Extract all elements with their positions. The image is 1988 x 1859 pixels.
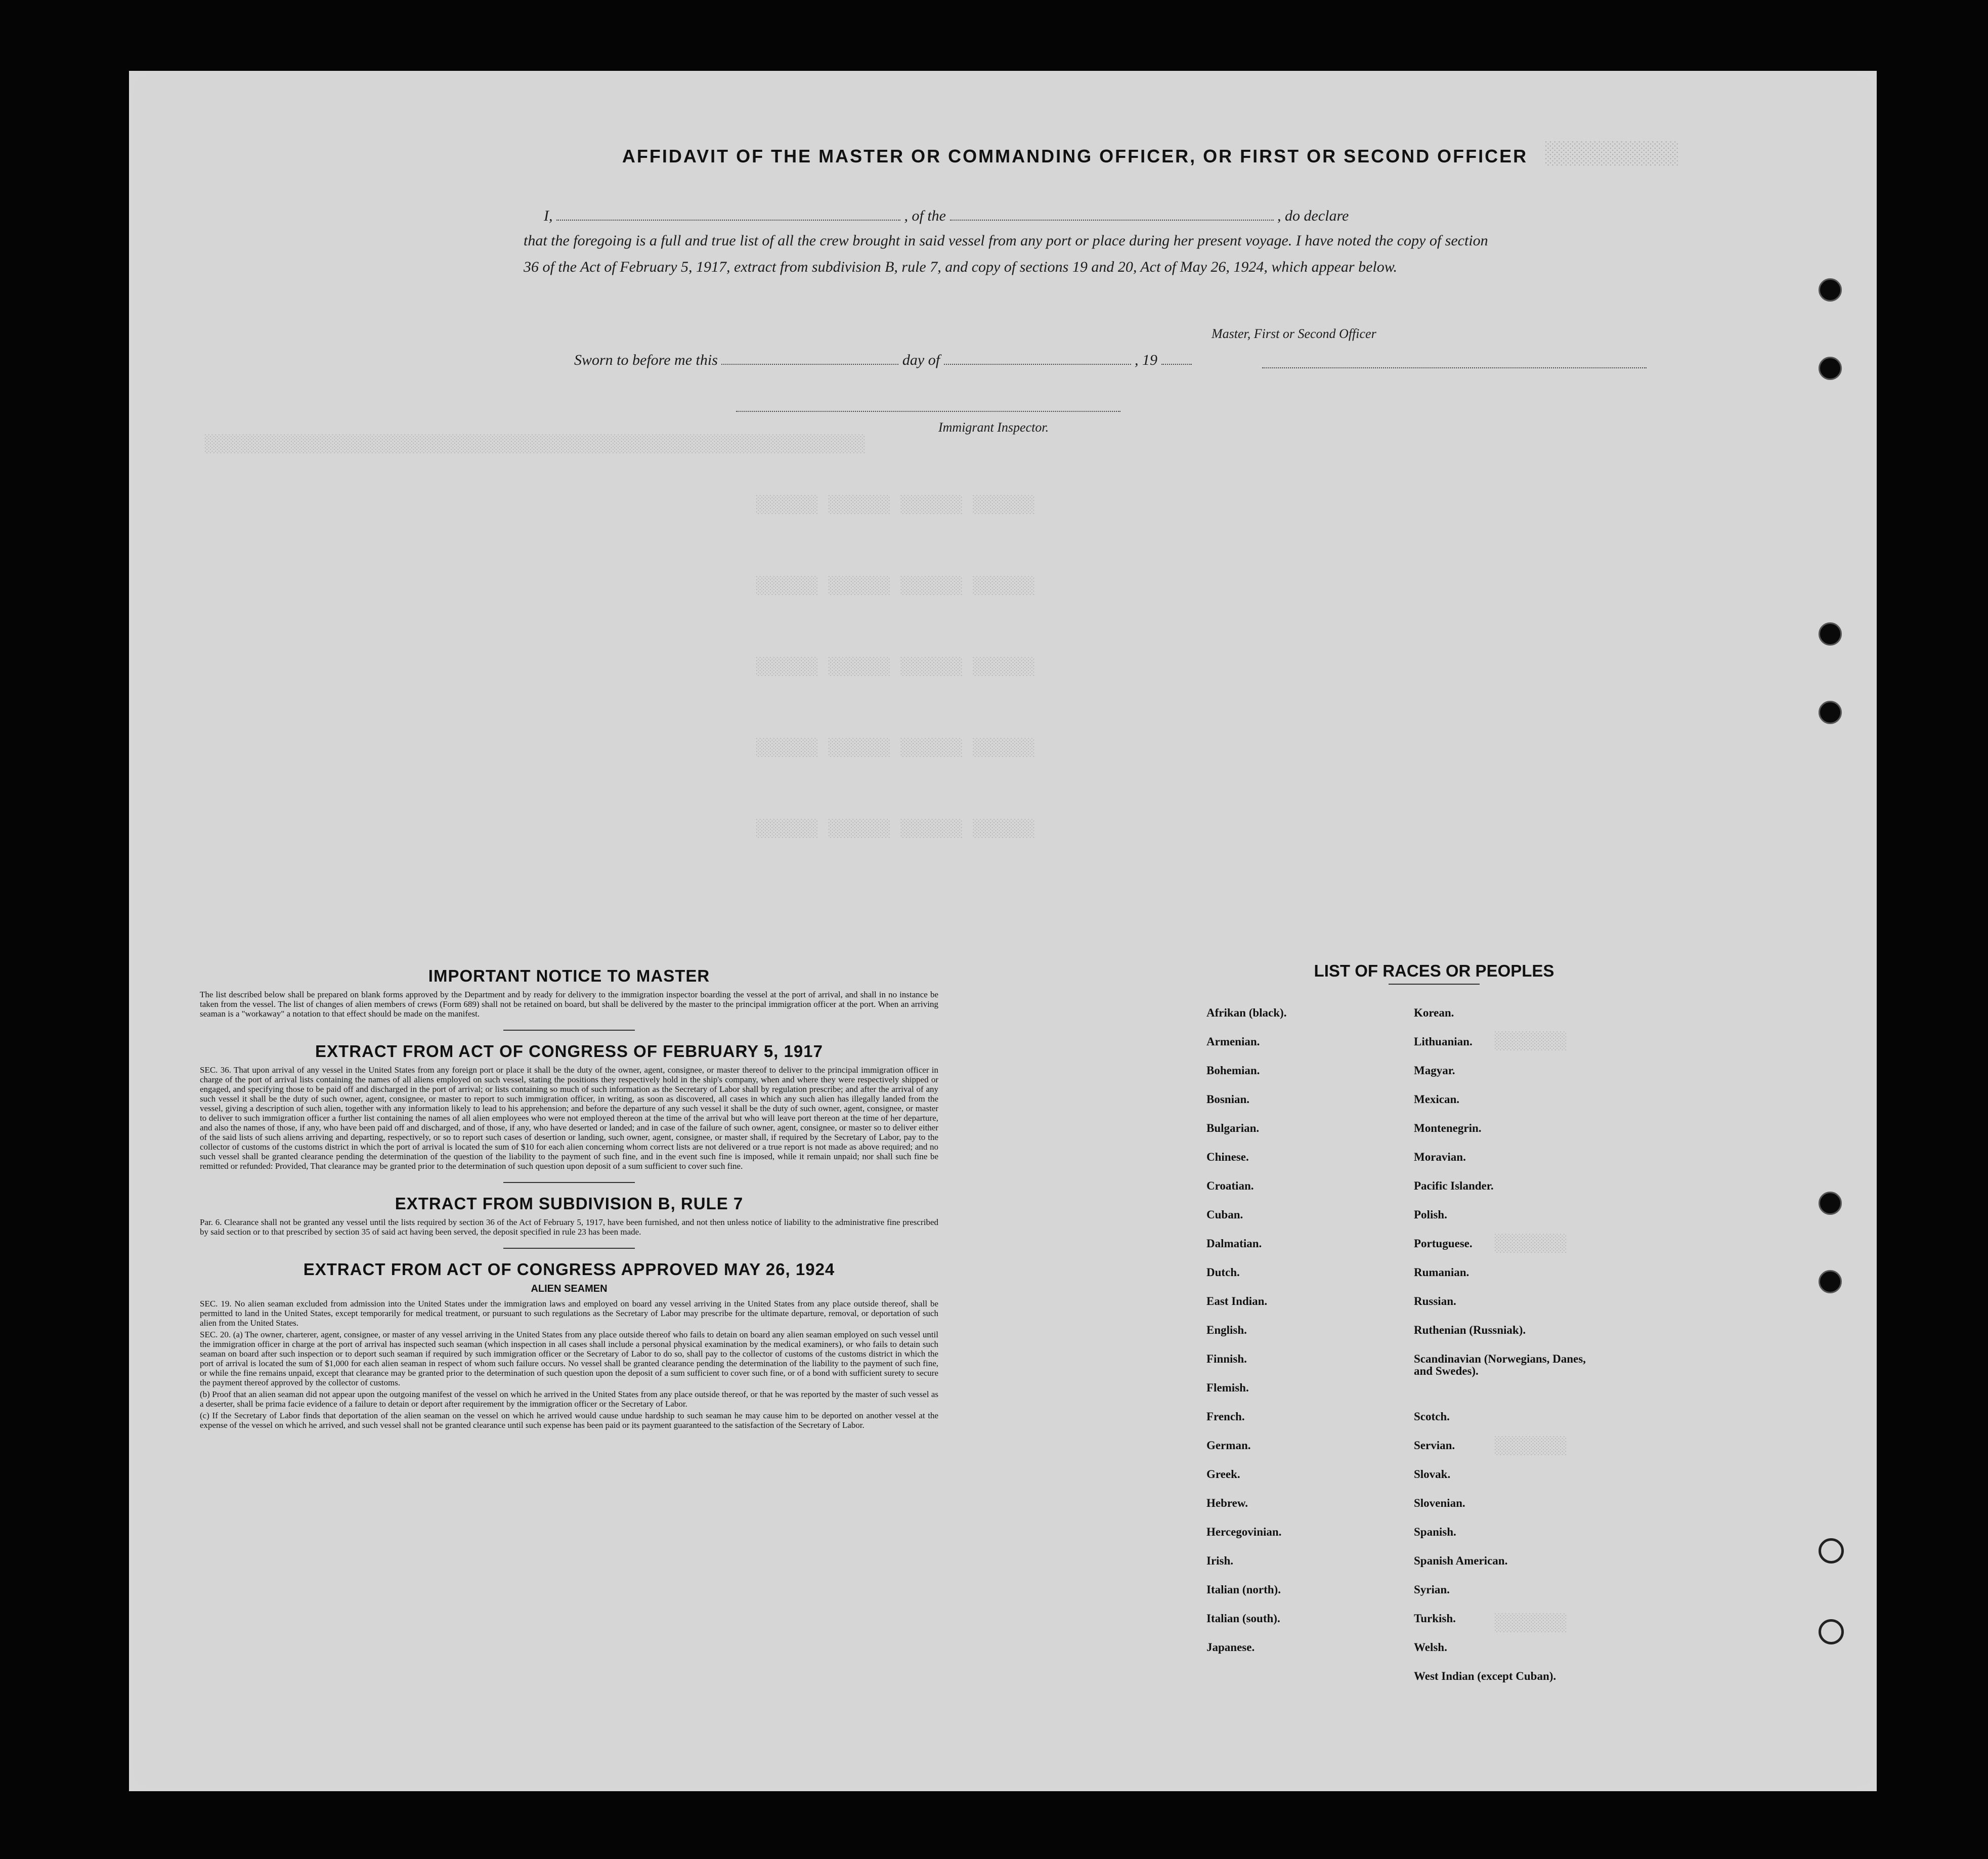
declarant-prefix: I, [544, 207, 553, 224]
punch-hole [1819, 278, 1842, 302]
race-item: Dalmatian. [1206, 1237, 1262, 1250]
act-1924-subtitle: ALIEN SEAMEN [531, 1283, 608, 1294]
document-page: ░░░░░░░░░░ ░░░░░░░░░░░░░░░░░░░░░░░░░░░░░░░░░░░░░░░░░░░░░░░░░░░░░░░░░░░░░░░░ ░░░░░░ ░░░░░░ ░░░░░░ ░░░░░░ ░░░░░░ ░░░░░░ ░░░░░░ ░░░░░░ ░░░░░░ ░░░░░░ ░░░░░░ ░░░░░░ ░░░░░░ ░░░░░░ ░░░░░░ ░░░░░░ ░░░░░░ ░░░░░░ ░░░░░░ ░░░░░░ ░░░░░░░ ░░░░░░░ ░░░░░░░ ░░░░░░░ AFFIDAVIT OF THE MASTER OR COMMANDING OFFICER, OR FIRST OR SECOND OFFICER I, , of the , do declare that the foregoing is a full and true list of all the crew brought in said vessel from any port or place during her present voyage. I have noted the copy of section 36 of the Act of February 5, 1917, extract from subdivision B, rule 7, and copy of sections 19 and 20, Act of May 26, 1924, which appear below. Master, First or Second Officer Sworn to before me this day of , 19 Immigrant Inspector. IMPORTANT NOTICE TO MASTER The list described below shall be prepared on blank forms approved by the Department and by ready for delivery to the immigration inspector boarding the vessel at the port of arrival, and shall in no instance be taken from the vessel. The list of changes of alien members of crews (Form 689) shall not be retained on board, but shall be delivered by the master to the principal immigration officer at the port. When an arriving seaman is a "workaway" a notation to that effect should be made on the manifest. EXTRACT FROM ACT OF CONGRESS OF FEBRUARY 5, 1917 SEC. 36. That upon arrival of any vessel in the United States from any foreign port or place it shall be the duty of the owner, agent, consignee, or master thereof to deliver to the principal immigration officer in charge of the port of arrival lists containing the names of all aliens employed on such vessel, stating the positions they respectively hold in the ship's company, when and where they were respectively shipped or engaged, and specifying those to be paid off and discharged in the port of arrival; or lists containing so much of such information as the Secretary of Labor shall by regulation prescribe; and after the arrival of any such vessel it shall be the duty of such owner, agent, consignee, or master to report to such immigration officer, in writing, as soon as discovered, all cases in which any such alien has illegally landed from the vessel, giving a description of such alien, together with any information likely to lead to his apprehension; and before the departure of any such vessel it shall be the duty of such owner, agent, consignee, or master to deliver to such immigration officer a further list containing the names of all alien employees who were not employed thereon at the time of the arrival but who will leave port thereon at the time of her departure, and also the names of those, if any, who have been paid off and discharged, and of those, if any, who have deserted or landed; and in case of the failure of such owner, agent, consignee, or master so to deliver either of the said lists of such aliens arriving and departing, respectively, or so to report such cases of desertion or landing, such owner, agent, consignee, or master shall, if required by the Secretary of Labor, pay to the collector of customs of the customs district in which the port of arrival is located the sum of $10 for each alien concerning whom correct lists are not delivered or a true report is not made as above required; and no such vessel shall be granted clearance pending the determination of the question of the liability to the payment of such fine, and in the event such fine is imposed, while it remain unpaid; nor shall such fine be remitted or refunded: Provided, That clearance may be granted prior to the determination of such question upon deposit of a sum sufficient to cover such fine. EXTRACT FROM SUBDIVISION B, RULE 7 Par. 6. Clearance shall not be granted any vessel until the lists required by section 36 of the Act of February 5, 1917, have been furnished, and not then unless notice of liability to the administrative fine prescribed by said section or to that prescribed by section 35 of said act having been served, the deposit specified in rule 23 has been made. EXTRACT FROM ACT OF CONGRESS APPROVED MAY 26, 1924 ALIEN SEAMEN SEC. 19. No alien seaman excluded from admission into the United States under the immigration laws and employed on board any vessel arriving in the United States from any place outside thereof, shall be permitted to land in the United States, except temporarily for medical treatment, or pursuant to such regulations as the Secretary of Labor may prescribe for the ultimate departure, removal, or deportation of such alien from the United States. SEC. 20. (a) The owner, charterer, agent, consignee, or master of any vessel arriving in the United States from any place outside thereof who fails to detain on board any alien seaman employed on such vessel until the immigration officer in charge at the port of arrival has inspected such seaman (which inspection in all cases shall include a personal physical examination by the medical examiners), or who fails to detain such seaman on board after such inspection or to deport such seaman if required by such immigration officer or the Secretary of Labor to do so, shall pay to the collector of customs of the customs district in which the port of arrival is located the sum of $1,000 for each alien seaman in respect of whom such failure occurs. No vessel shall be granted clearance pending the determination of the liability to the payment of such fine, or while the fine remains unpaid, except that clearance may be granted prior to the determination of such question upon the deposit of a sum sufficient to cover such fine, or of a bond with sufficient surety to secure the payment thereof approved by the collector of customs. (b) Proof that an alien seaman did not appear upon the outgoing manifest of the vessel on which he arrived in the United States from any place outside thereof, or that he was reported by the master of such vessel as a deserter, shall be prima facie evidence of a failure to detain or deport after requirement by the immigration officer or the Secretary of Labor. (c) If the Secretary of Labor finds that deportation of the alien seaman on the vessel on which he arrived would cause undue hardship to such seaman he may cause him to be deported on another vessel at the expense of the vessel on which he arrived, and such vessel shall not be granted clearance until such expense has been paid or its payment guaranteed to the satisfaction of the Secretary of Labor. LIST OF RACES OR PEOPLES Afrikan (black). Armenian. Bohemian. Bosnian. Bulgarian. Chinese. Croatian. Cuban. Dalmatian. Dutch. East Indian. English. Finnish. Flemish. French. German. Greek. Hebrew. Hercegovinian. Irish. Italian (north). Italian (south). Japanese. Korean. Lithuanian. Magyar. Mexican. Montenegrin. Moravian. Pacific Islander. Polish. Portuguese. Rumanian. Russian. Ruthenian (Russniak). Scandinavian (Norwegians, Danes, and Swedes). Scotch. Servian. Slovak. Slovenian. Spanish. Spanish American. Syrian. Turkish. Welsh. West Indian (except Cuban). [129, 71, 1877, 1791]
race-item: Finnish. [1206, 1353, 1247, 1365]
divider [503, 1030, 635, 1031]
divider [1389, 984, 1480, 985]
race-item: English. [1206, 1324, 1247, 1336]
punch-hole [1819, 622, 1842, 646]
race-item: Polish. [1414, 1208, 1447, 1221]
act-1917-text: SEC. 36. That upon arrival of any vessel in the United States from any foreign port or place it shall be the duty of the owner, agent, consignee, or master thereof to deliver to the principal immigration officer in charge of the port of arrival lists containing the names of all aliens employed on such vessel, stating the positions they respectively hold in the ship's company, when and where they were respectively shipped or engaged, and specifying those to be paid off and discharged in the port of arrival; or lists containing so much of such information as the Secretary of Labor shall by regulation prescribe; and after the arrival of any such vessel it shall be the duty of such owner, agent, consignee, or master to report to such immigration officer, in writing, as soon as discovered, all cases in which any such alien has illegally landed from the vessel, giving a description of such alien, together with any information likely to lead to his apprehension; and before the departure of any such vessel it shall be the duty of such owner, agent, consignee, or master to deliver to such immigration officer a further list containing the names of all alien employees who were not employed thereon at the time of the arrival but who will leave port thereon at the time of her departure, and also the names of those, if any, who have been paid off and discharged, and of those, if any, who have deserted or landed; and in case of the failure of such owner, agent, consignee, or master so to deliver either of the said lists of such aliens arriving and departing, respectively, or so to report such cases of desertion or landing, such owner, agent, consignee, or master shall, if required by the Secretary of Labor, pay to the collector of customs of the customs district in which the port of arrival is located the sum of $10 for each alien concerning whom correct lists are not delivered or a true report is not made as above required; and no such vessel shall be granted clearance pending the determination of the question of the liability to the payment of such fine, and in the event such fine is imposed, while it remain unpaid; nor shall such fine be remitted or refunded: Provided, That clearance may be granted prior to the determination of such question upon deposit of a sum sufficient to cover such fine. [200, 1065, 938, 1171]
race-item: Dutch. [1206, 1266, 1240, 1279]
sworn-day-field[interactable] [721, 364, 898, 365]
signature-caption: Master, First or Second Officer [1212, 326, 1376, 341]
race-item: Chinese. [1206, 1151, 1249, 1163]
race-item: Mexican. [1414, 1093, 1460, 1106]
race-item: German. [1206, 1439, 1251, 1452]
race-item: Slovak. [1414, 1468, 1451, 1481]
race-item: Afrikan (black). [1206, 1006, 1287, 1019]
punch-hole [1819, 701, 1842, 724]
sec-19-text: SEC. 19. No alien seaman excluded from admission into the United States under the immigration laws and employed on board any vessel arriving in the United States from any place outside thereof, shall be permitted to land in the United States, except temporarily for medical treatment, or pursuant to such regulations as the Secretary of Labor may prescribe for the ultimate departure, removal, or deportation of such alien from the United States. [200, 1299, 938, 1328]
race-item: Scotch. [1414, 1410, 1450, 1423]
race-item: Hebrew. [1206, 1497, 1248, 1509]
punch-hole [1819, 1192, 1842, 1215]
day-of-label: day of [902, 352, 940, 368]
notice-text: The list described below shall be prepared on blank forms approved by the Department and by ready for delivery to the immigration inspector boarding the vessel at the port of arrival, and shall in no instance be taken from the vessel. The list of changes of alien members of crews (Form 689) shall not be retained on board, but shall be delivered by the master to the principal immigration officer at the port. When an arriving seaman is a "workaway" a notation to that effect should be made on the manifest. [200, 990, 938, 1019]
master-signature-line[interactable] [1262, 367, 1647, 368]
race-item: Magyar. [1414, 1064, 1455, 1077]
punch-hole [1819, 1270, 1842, 1293]
inspector-signature-line[interactable] [736, 411, 1120, 412]
race-item: Irish. [1206, 1554, 1234, 1567]
race-item: Italian (south). [1206, 1612, 1280, 1625]
act-1924-title: EXTRACT FROM ACT OF CONGRESS APPROVED MAY 26, 1924 [303, 1260, 835, 1279]
races-section [1206, 961, 1662, 1682]
race-item: Portuguese. [1414, 1237, 1473, 1250]
declarant-name-field[interactable] [556, 220, 900, 221]
sworn-line [574, 352, 1192, 369]
race-item: Montenegrin. [1414, 1122, 1482, 1134]
race-item: French. [1206, 1410, 1245, 1423]
race-item: Spanish American. [1414, 1554, 1508, 1567]
race-item: Italian (north). [1206, 1583, 1281, 1596]
race-item: Croatian. [1206, 1179, 1254, 1192]
race-item: Spanish. [1414, 1526, 1456, 1538]
races-right-column [1414, 1007, 1626, 1699]
race-item: Rumanian. [1414, 1266, 1470, 1279]
race-item: Scandinavian (Norwegians, Danes, and Swedes). [1414, 1353, 1586, 1377]
race-item: Servian. [1414, 1439, 1455, 1452]
notice-section [200, 966, 938, 1432]
punch-hole [1819, 1619, 1844, 1644]
punch-hole [1819, 357, 1842, 380]
race-item: Hercegovinian. [1206, 1526, 1282, 1538]
races-title: LIST OF RACES OR PEOPLES [1314, 961, 1554, 980]
divider [503, 1248, 635, 1249]
sworn-month-field[interactable] [944, 364, 1131, 365]
sec-20a-text: SEC. 20. (a) The owner, charterer, agent, consignee, or master of any vessel arriving in the United States from any place outside thereof who fails to detain on board any alien seaman employed on such vessel until the immigration officer in charge at the port of arrival has inspected such seaman (which inspection in all cases shall include a personal physical examination by the medical examiners), or who fails to detain such seaman on board after such inspection or to deport such seaman if required by such immigration officer or the Secretary of Labor to do so, shall pay to the collector of customs of the customs district in which the port of arrival is located the sum of $1,000 for each alien seaman in respect of whom such failure occurs. No vessel shall be granted clearance pending the determination of the liability to the payment of such fine, or while the fine remains unpaid, except that clearance may be granted prior to the determination of such question upon the deposit of a sum sufficient to cover such fine, or of a bond with sufficient surety to secure the payment thereof approved by the collector of customs. [200, 1330, 938, 1387]
declare-suffix: , do declare [1277, 207, 1349, 224]
punch-hole [1819, 1538, 1844, 1564]
race-item: Syrian. [1414, 1583, 1450, 1596]
race-item: Cuban. [1206, 1208, 1243, 1221]
rule-7-title: EXTRACT FROM SUBDIVISION B, RULE 7 [395, 1194, 744, 1213]
affidavit-body: that the foregoing is a full and true list of all the crew brought in said vessel from any port or place during her present voyage. I have noted the copy of section 36 of the Act of February 5, 1917, extract from subdivision B, rule 7, and copy of sections 19 and 20, Act of May 26, 1924, which appear below. [524, 232, 1488, 275]
sec-20b-text: (b) Proof that an alien seaman did not appear upon the outgoing manifest of the vessel on which he arrived in the United States from any place outside thereof, or that he was reported by the master of such vessel as a deserter, shall be prima facie evidence of a failure to detain or deport after requirement by the immigration officer or the Secretary of Labor. [200, 1389, 938, 1409]
race-item: Greek. [1206, 1468, 1240, 1481]
rule-7-text: Par. 6. Clearance shall not be granted any vessel until the lists required by section 36 of the Act of February 5, 1917, have been furnished, and not then unless notice of liability to the administrative fine prescribed by said section or to that prescribed by section 35 of said act having been served, the deposit specified in rule 23 has been made. [200, 1217, 938, 1237]
divider [503, 1182, 635, 1183]
year-prefix: , 19 [1135, 352, 1158, 368]
race-item: Japanese. [1206, 1641, 1255, 1654]
race-item: Slovenian. [1414, 1497, 1465, 1509]
affidavit-declaration-line [544, 207, 1349, 225]
affidavit-title: AFFIDAVIT OF THE MASTER OR COMMANDING OFFICER, OR FIRST OR SECOND OFFICER [622, 146, 1528, 166]
sworn-year-field[interactable] [1161, 364, 1192, 365]
race-item: Flemish. [1206, 1381, 1249, 1394]
race-item: Pacific Islander. [1414, 1179, 1494, 1192]
sec-20c-text: (c) If the Secretary of Labor finds that deportation of the alien seaman on the vessel on which he arrived would cause undue hardship to such seaman he may cause him to be deported on another vessel at the expense of the vessel on which he arrived, and such vessel shall not be granted clearance until such expense has been paid or its payment guaranteed to the satisfaction of the Secretary of Labor. [200, 1411, 938, 1430]
races-left-column [1206, 1007, 1419, 1670]
race-item: Bosnian. [1206, 1093, 1250, 1106]
race-item: Korean. [1414, 1006, 1454, 1019]
notice-title: IMPORTANT NOTICE TO MASTER [428, 966, 710, 985]
race-item: Bulgarian. [1206, 1122, 1260, 1134]
vessel-name-field[interactable] [950, 220, 1274, 221]
sworn-label: Sworn to before me this [574, 352, 718, 368]
race-item: Lithuanian. [1414, 1035, 1473, 1048]
inspector-caption: Immigrant Inspector. [938, 420, 1049, 435]
vessel-prefix: , of the [904, 207, 946, 224]
race-item: Moravian. [1414, 1151, 1466, 1163]
race-item: Welsh. [1414, 1641, 1447, 1654]
race-item: Armenian. [1206, 1035, 1260, 1048]
act-1917-title: EXTRACT FROM ACT OF CONGRESS OF FEBRUARY 5, 1917 [315, 1042, 823, 1061]
race-item: West Indian (except Cuban). [1414, 1670, 1557, 1682]
race-item: Bohemian. [1206, 1064, 1260, 1077]
race-item: Turkish. [1414, 1612, 1456, 1625]
race-item: Russian. [1414, 1295, 1456, 1307]
race-item: East Indian. [1206, 1295, 1268, 1307]
race-item: Ruthenian (Russniak). [1414, 1324, 1526, 1336]
